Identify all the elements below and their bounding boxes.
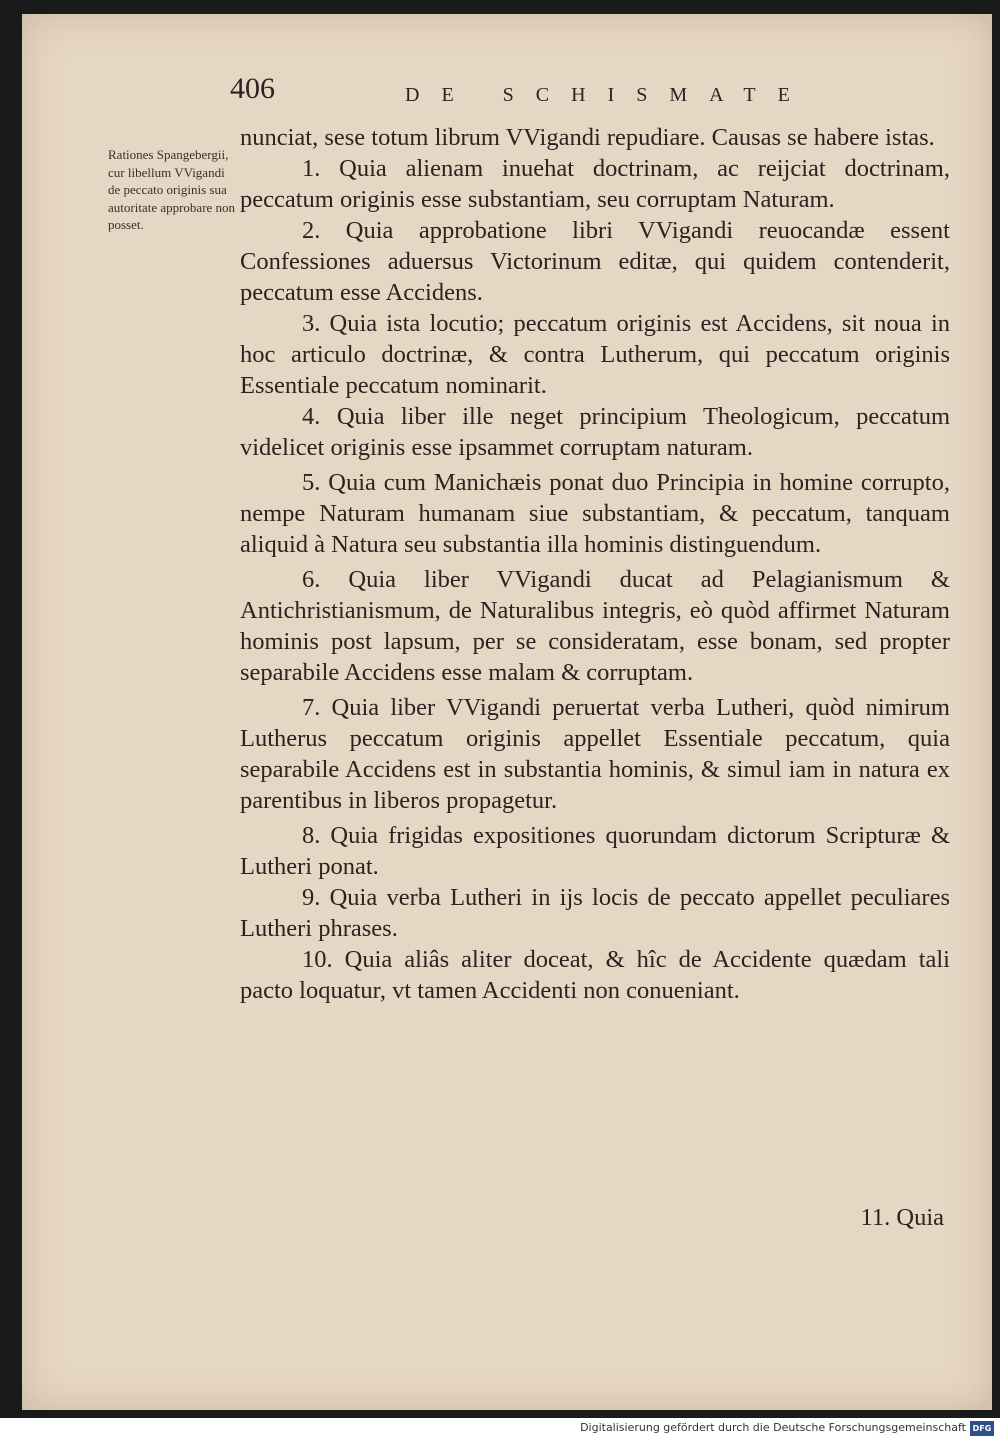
- list-item: 4. Quia liber ille neget principium Theologicum, peccatum videlicet originis esse ipsammet corruptam naturam.: [240, 403, 950, 461]
- running-head: DE SCHISMATE: [405, 84, 812, 106]
- list-item: 9. Quia verba Lutheri in ijs locis de peccato appellet peculiares Lutheri phrases.: [240, 884, 950, 942]
- list-item: 8. Quia frigidas expositiones quorundam dictorum Scripturæ & Lutheri ponat.: [240, 822, 950, 880]
- catchword: 11. Quia: [860, 1204, 944, 1231]
- footer-bar: [0, 1418, 1000, 1440]
- list-item: 10. Quia aliâs aliter doceat, & hîc de Accidente quædam tali pacto loquatur, vt tamen Accidenti non conueniant.: [240, 946, 950, 1004]
- list-item: 6. Quia liber VVigandi ducat ad Pelagianismum & Antichristianismum, de Naturalibus integris, eò quòd affirmet Naturam hominis post lapsum, per se consideratam, esse bonam, sed propter separabile Accidens esse malam & corruptam.: [240, 566, 950, 686]
- funding-credit: Digitalisierung gefördert durch die Deutsche Forschungsgemeinschaft: [580, 1421, 966, 1434]
- list-item: 2. Quia approbatione libri VVigandi reuocandæ essent Confessiones aduersus Victorinum editæ, qui quidem contenderit, peccatum esse Accidens.: [240, 217, 950, 306]
- dfg-logo-icon: DFG: [970, 1421, 994, 1436]
- intro-paragraph: nunciat, sese totum librum VVigandi repudiare. Causas se habere istas.: [240, 124, 935, 151]
- list-item: 1. Quia alienam inuehat doctrinam, ac reijciat doctrinam, peccatum originis esse substantiam, seu corruptam Naturam.: [240, 155, 950, 213]
- body-text: [240, 122, 950, 1006]
- margin-note: Rationes Spangebergii, cur libellum VVigandi de peccato originis sua autoritate approbare non posset.: [108, 147, 236, 232]
- list-item: 5. Quia cum Manichæis ponat duo Principia in homine corrupto, nempe Naturam humanam siue substantiam, & peccatum, tanquam aliquid à Natura seu substantia illa hominis distinguendum.: [240, 469, 950, 558]
- page-number: 406: [230, 72, 275, 105]
- list-item: 7. Quia liber VVigandi peruertat verba Lutheri, quòd nimirum Lutherus peccatum originis appellet Essentiale peccatum, quia separabile Accidens est in substantia hominis, & simul iam in natura ex parentibus in liberos propagetur.: [240, 694, 950, 814]
- list-item: 3. Quia ista locutio; peccatum originis est Accidens, sit noua in hoc articulo doctrinæ, & contra Lutherum, qui peccatum originis Essentiale peccatum nominarit.: [240, 310, 950, 399]
